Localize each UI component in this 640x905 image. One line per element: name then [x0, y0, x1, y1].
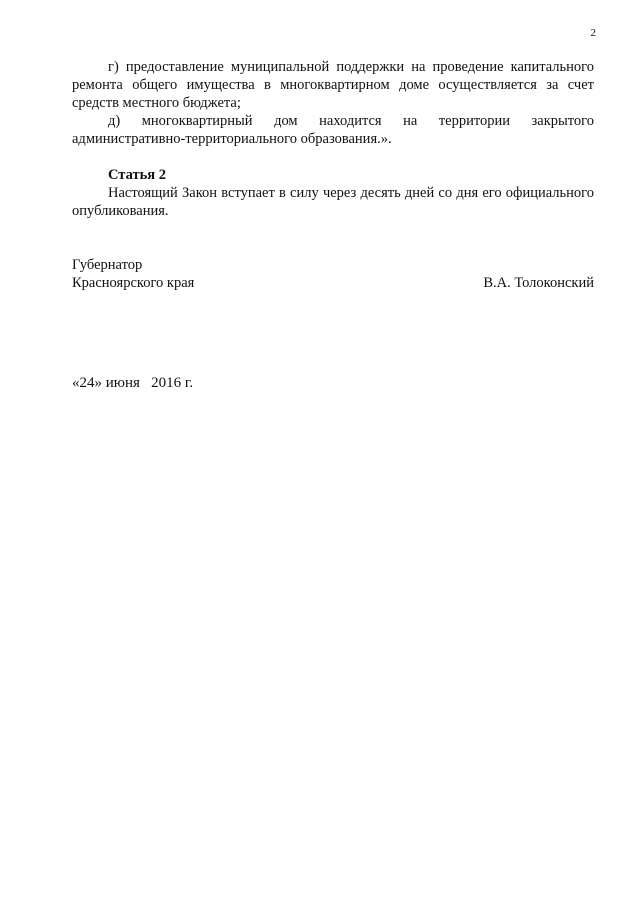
- article-2-heading: Статья 2: [108, 167, 166, 183]
- document-date: «24» июня 2016 г.: [72, 375, 194, 391]
- signature-title-line2: Красноярского края: [72, 275, 195, 291]
- article-2-text: Настоящий Закон вступает в силу через десять дней со дня его официального опубликования.: [72, 185, 594, 219]
- page-number: 2: [590, 27, 596, 39]
- signature-title-line1: Губернатор: [72, 257, 143, 273]
- signatory-name: В.А. Толоконский: [483, 275, 594, 291]
- signature-block: [72, 256, 594, 292]
- paragraph-item-g: г) предоставление муниципальной поддержки на проведение капитального ремонта общего имущества в многоквартирном доме осуществляется за счет средств местного бюджета;: [72, 59, 594, 111]
- paragraph-item-d: д) многоквартирный дом находится на территории закрытого административно-территориального образования.».: [72, 113, 594, 147]
- document-body: [72, 58, 594, 292]
- signature-row: [72, 274, 594, 292]
